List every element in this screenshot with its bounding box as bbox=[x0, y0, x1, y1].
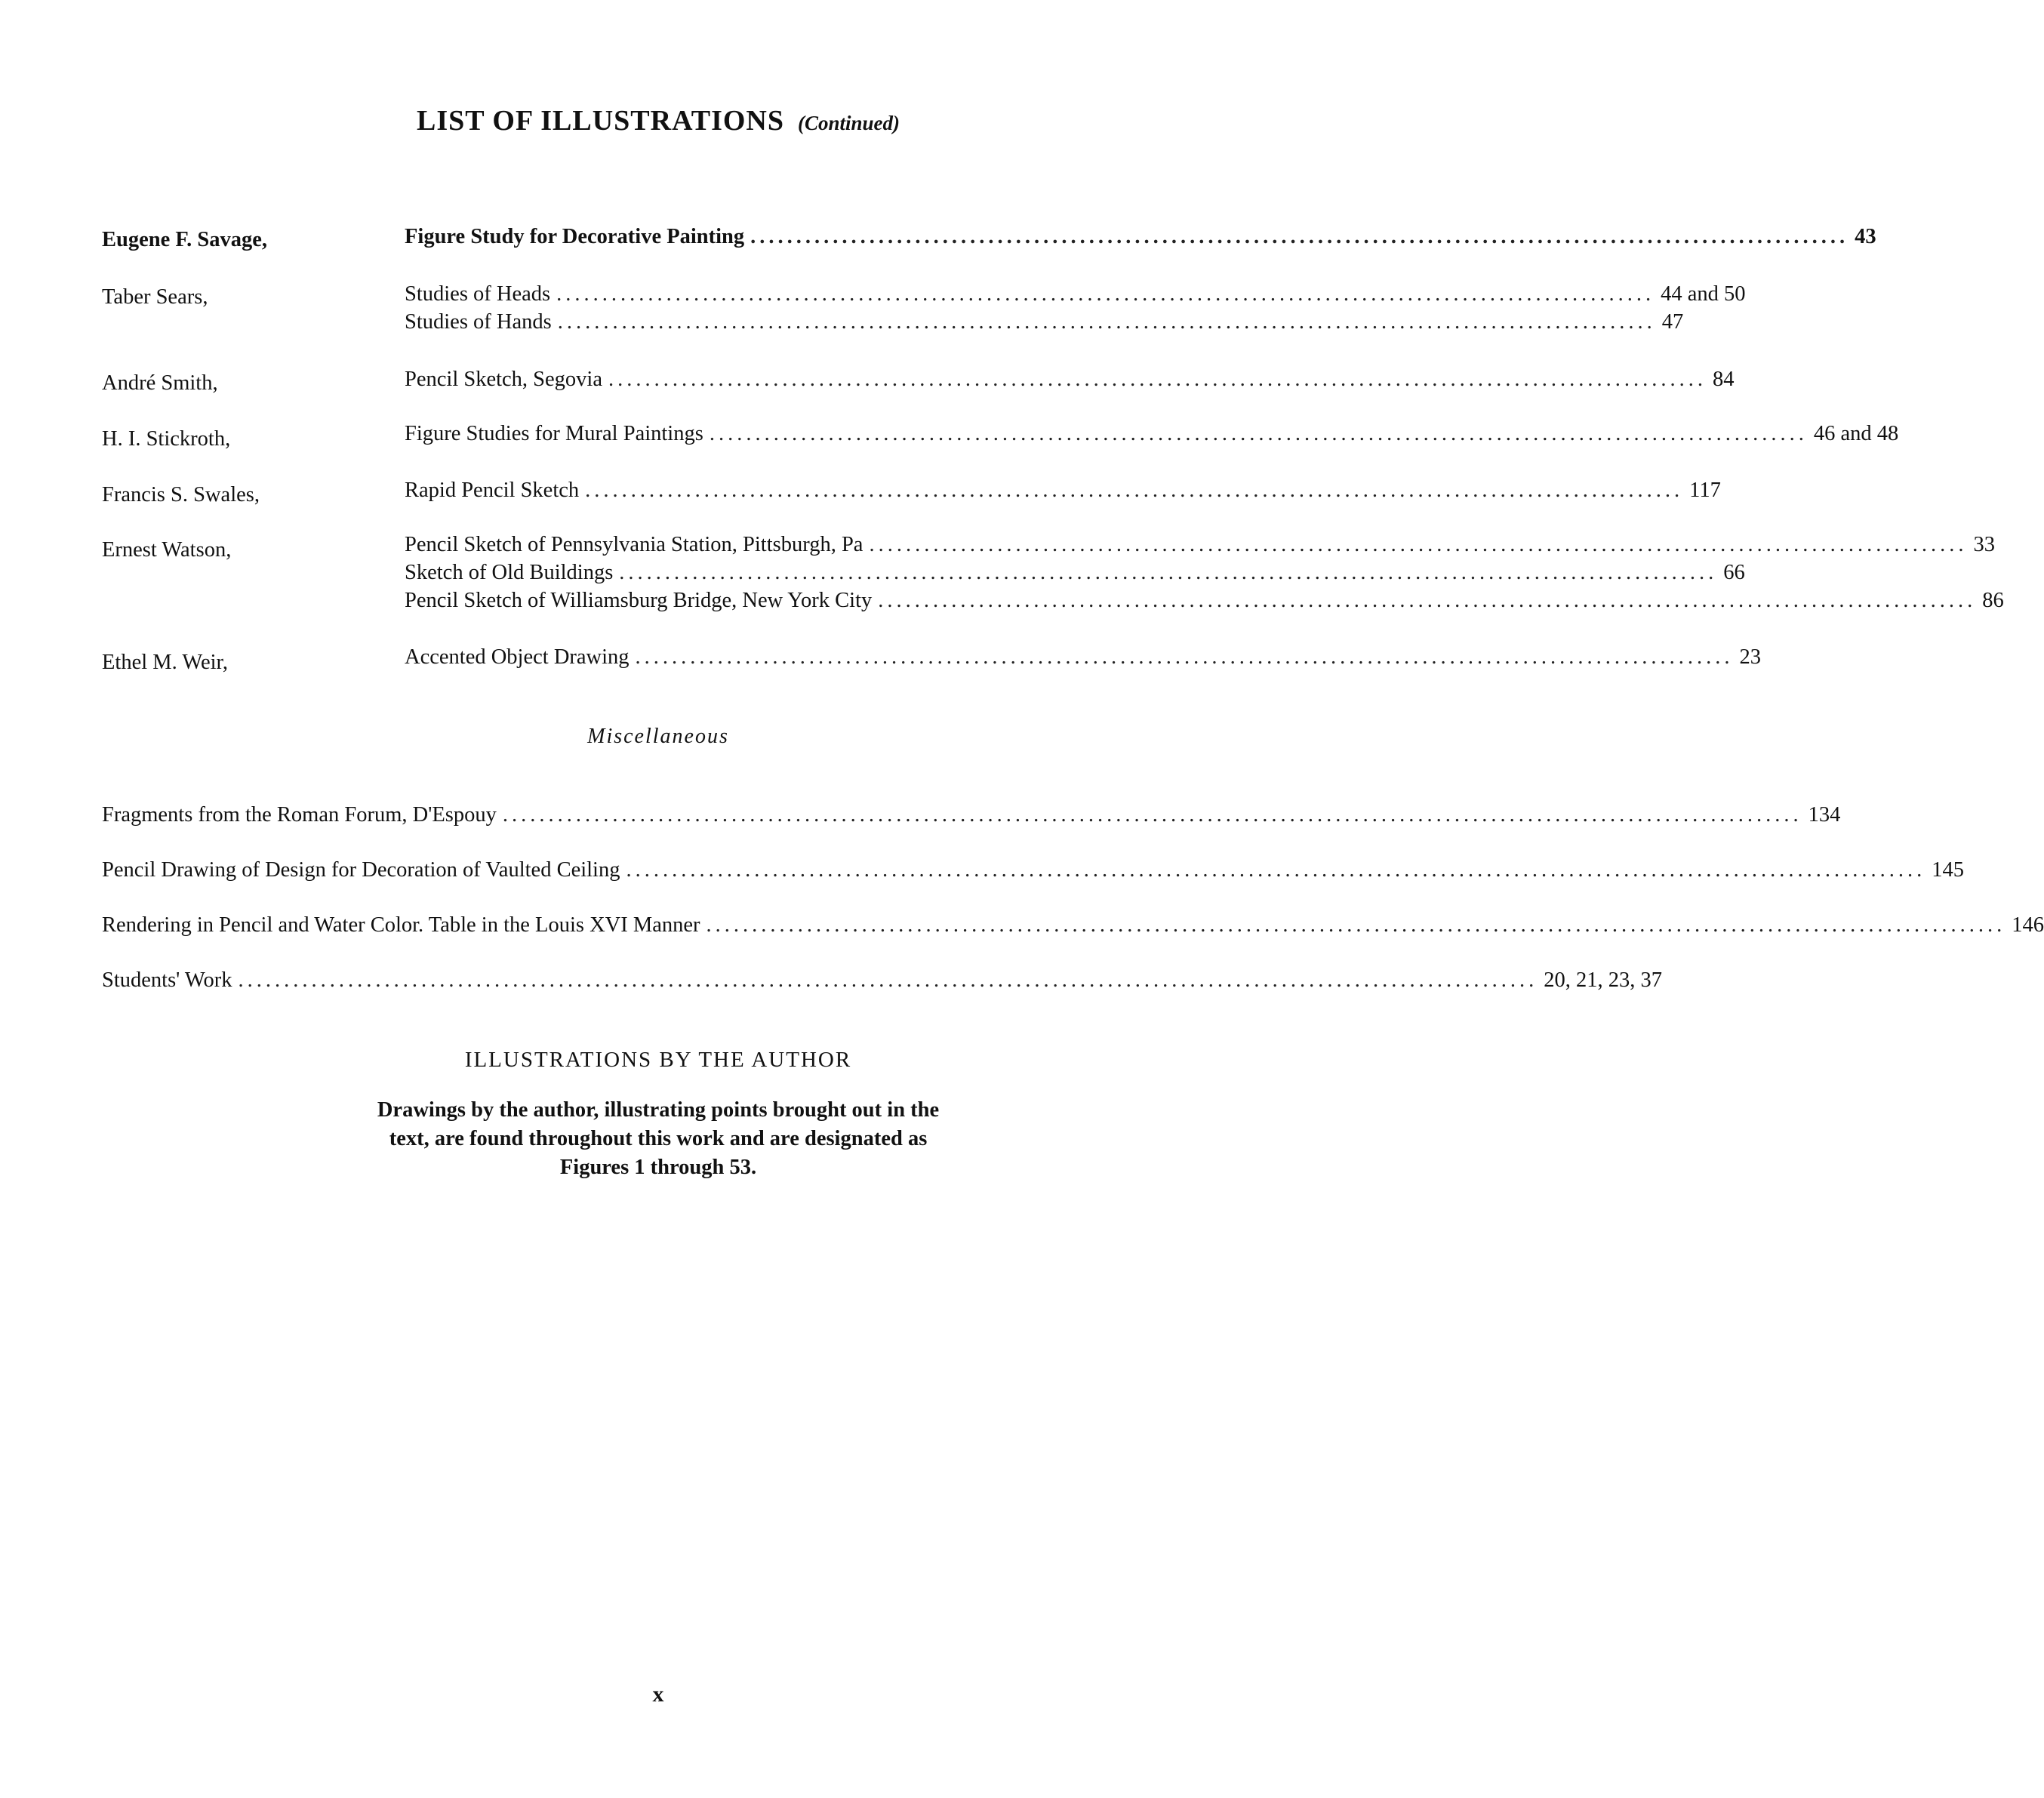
illustration-entry bbox=[405, 561, 1745, 588]
dot-leader: ........................................................................................................................ bbox=[585, 479, 1684, 502]
illustration-entry bbox=[405, 282, 1746, 309]
illustration-title: Sketch of Old Buildings bbox=[405, 561, 614, 584]
title-text: LIST OF ILLUSTRATIONS bbox=[416, 105, 784, 137]
dot-leader: ........................................................................................................................ bbox=[619, 561, 1718, 584]
illustration-title: Figure Studies for Mural Paintings bbox=[405, 422, 703, 445]
continued-label: (Continued) bbox=[798, 112, 900, 134]
artist-name: André Smith, bbox=[102, 371, 218, 395]
dot-leader: ........................................................................................................................ bbox=[557, 310, 1656, 334]
dot-leader: .............................................................................................................................................. bbox=[706, 913, 2006, 937]
dot-leader: .............................................................................................................................................. bbox=[626, 858, 1926, 882]
page-title bbox=[0, 104, 1316, 137]
illustration-entry bbox=[102, 858, 1964, 885]
page-number: 23 bbox=[1739, 645, 1762, 669]
illustration-title: Rendering in Pencil and Water Color. Table in the Louis XVI Manner bbox=[102, 913, 700, 937]
artist-name: Ernest Watson, bbox=[102, 538, 232, 562]
dot-leader: ........................................................................................................................ bbox=[878, 589, 1977, 612]
dot-leader: ........................................................................................................................ bbox=[750, 225, 1849, 248]
illustration-entry bbox=[102, 968, 1663, 996]
illustration-entry bbox=[405, 310, 1684, 337]
author-section-note: Drawings by the author, illustrating points brought out in the text, are found throughout this work and are designated as Figures 1 through 53. bbox=[377, 1098, 940, 1179]
artist-name: H. I. Stickroth, bbox=[102, 427, 231, 451]
artist-name: Taber Sears, bbox=[102, 285, 208, 309]
page-number: 43 bbox=[1855, 225, 1876, 248]
page-number: 33 bbox=[1973, 533, 1995, 556]
illustration-title: Pencil Sketch, Segovia bbox=[405, 368, 602, 391]
author-section-heading: ILLUSTRATIONS BY THE AUTHOR bbox=[464, 1048, 852, 1072]
page-number: 86 bbox=[1982, 589, 2004, 612]
page-number: 84 bbox=[1713, 368, 1735, 391]
dot-leader: ........................................................................................................................ bbox=[608, 368, 1707, 391]
illustration-entry bbox=[405, 422, 1899, 449]
dot-leader: ........................................................................................................................ bbox=[869, 533, 1968, 556]
dot-leader: ........................................................................................................................ bbox=[635, 645, 1734, 669]
illustration-entry bbox=[405, 533, 1995, 560]
illustration-title: Studies of Hands bbox=[405, 310, 552, 334]
page-number: 134 bbox=[1808, 803, 1841, 827]
illustration-entry bbox=[405, 589, 2004, 616]
page-number: 44 and 50 bbox=[1661, 282, 1746, 306]
illustration-title: Students' Work bbox=[102, 968, 232, 992]
page-number: 46 and 48 bbox=[1813, 422, 1899, 445]
illustration-title: Accented Object Drawing bbox=[405, 645, 630, 669]
page-number: 146 bbox=[2012, 913, 2044, 937]
illustration-title: Figure Study for Decorative Painting bbox=[405, 225, 745, 248]
illustration-entry bbox=[102, 803, 1841, 830]
illustration-title: Pencil Sketch of Pennsylvania Station, Pittsburgh, Pa bbox=[405, 533, 863, 556]
dot-leader: ........................................................................................................................ bbox=[709, 422, 1808, 445]
illustration-entry bbox=[405, 645, 1762, 673]
illustration-entry bbox=[405, 225, 1876, 252]
illustration-title: Fragments from the Roman Forum, D'Espouy bbox=[102, 803, 497, 827]
page-number: 145 bbox=[1932, 858, 1964, 882]
page-number: 47 bbox=[1661, 310, 1684, 334]
artist-name: Ethel M. Weir, bbox=[102, 651, 229, 674]
dot-leader: .............................................................................................................................................. bbox=[238, 968, 1538, 992]
page-number: 66 bbox=[1723, 561, 1745, 584]
page-folio: x bbox=[652, 1682, 664, 1707]
page-number: 117 bbox=[1689, 479, 1721, 502]
illustration-entry bbox=[102, 913, 2044, 941]
dot-leader: .............................................................................................................................................. bbox=[502, 803, 1802, 827]
illustration-title: Studies of Heads bbox=[405, 282, 551, 306]
miscellaneous-heading: Miscellaneous bbox=[587, 725, 729, 748]
illustration-title: Pencil Drawing of Design for Decoration of Vaulted Ceiling bbox=[102, 858, 620, 882]
illustration-title: Pencil Sketch of Williamsburg Bridge, New York City bbox=[405, 589, 873, 612]
illustration-entry bbox=[405, 368, 1735, 395]
page-number: 20, 21, 23, 37 bbox=[1544, 968, 1663, 992]
dot-leader: ........................................................................................................................ bbox=[556, 282, 1655, 306]
artist-name: Eugene F. Savage, bbox=[102, 228, 268, 251]
artist-name: Francis S. Swales, bbox=[102, 483, 260, 506]
illustration-title: Rapid Pencil Sketch bbox=[405, 479, 580, 502]
illustration-entry bbox=[405, 479, 1721, 506]
